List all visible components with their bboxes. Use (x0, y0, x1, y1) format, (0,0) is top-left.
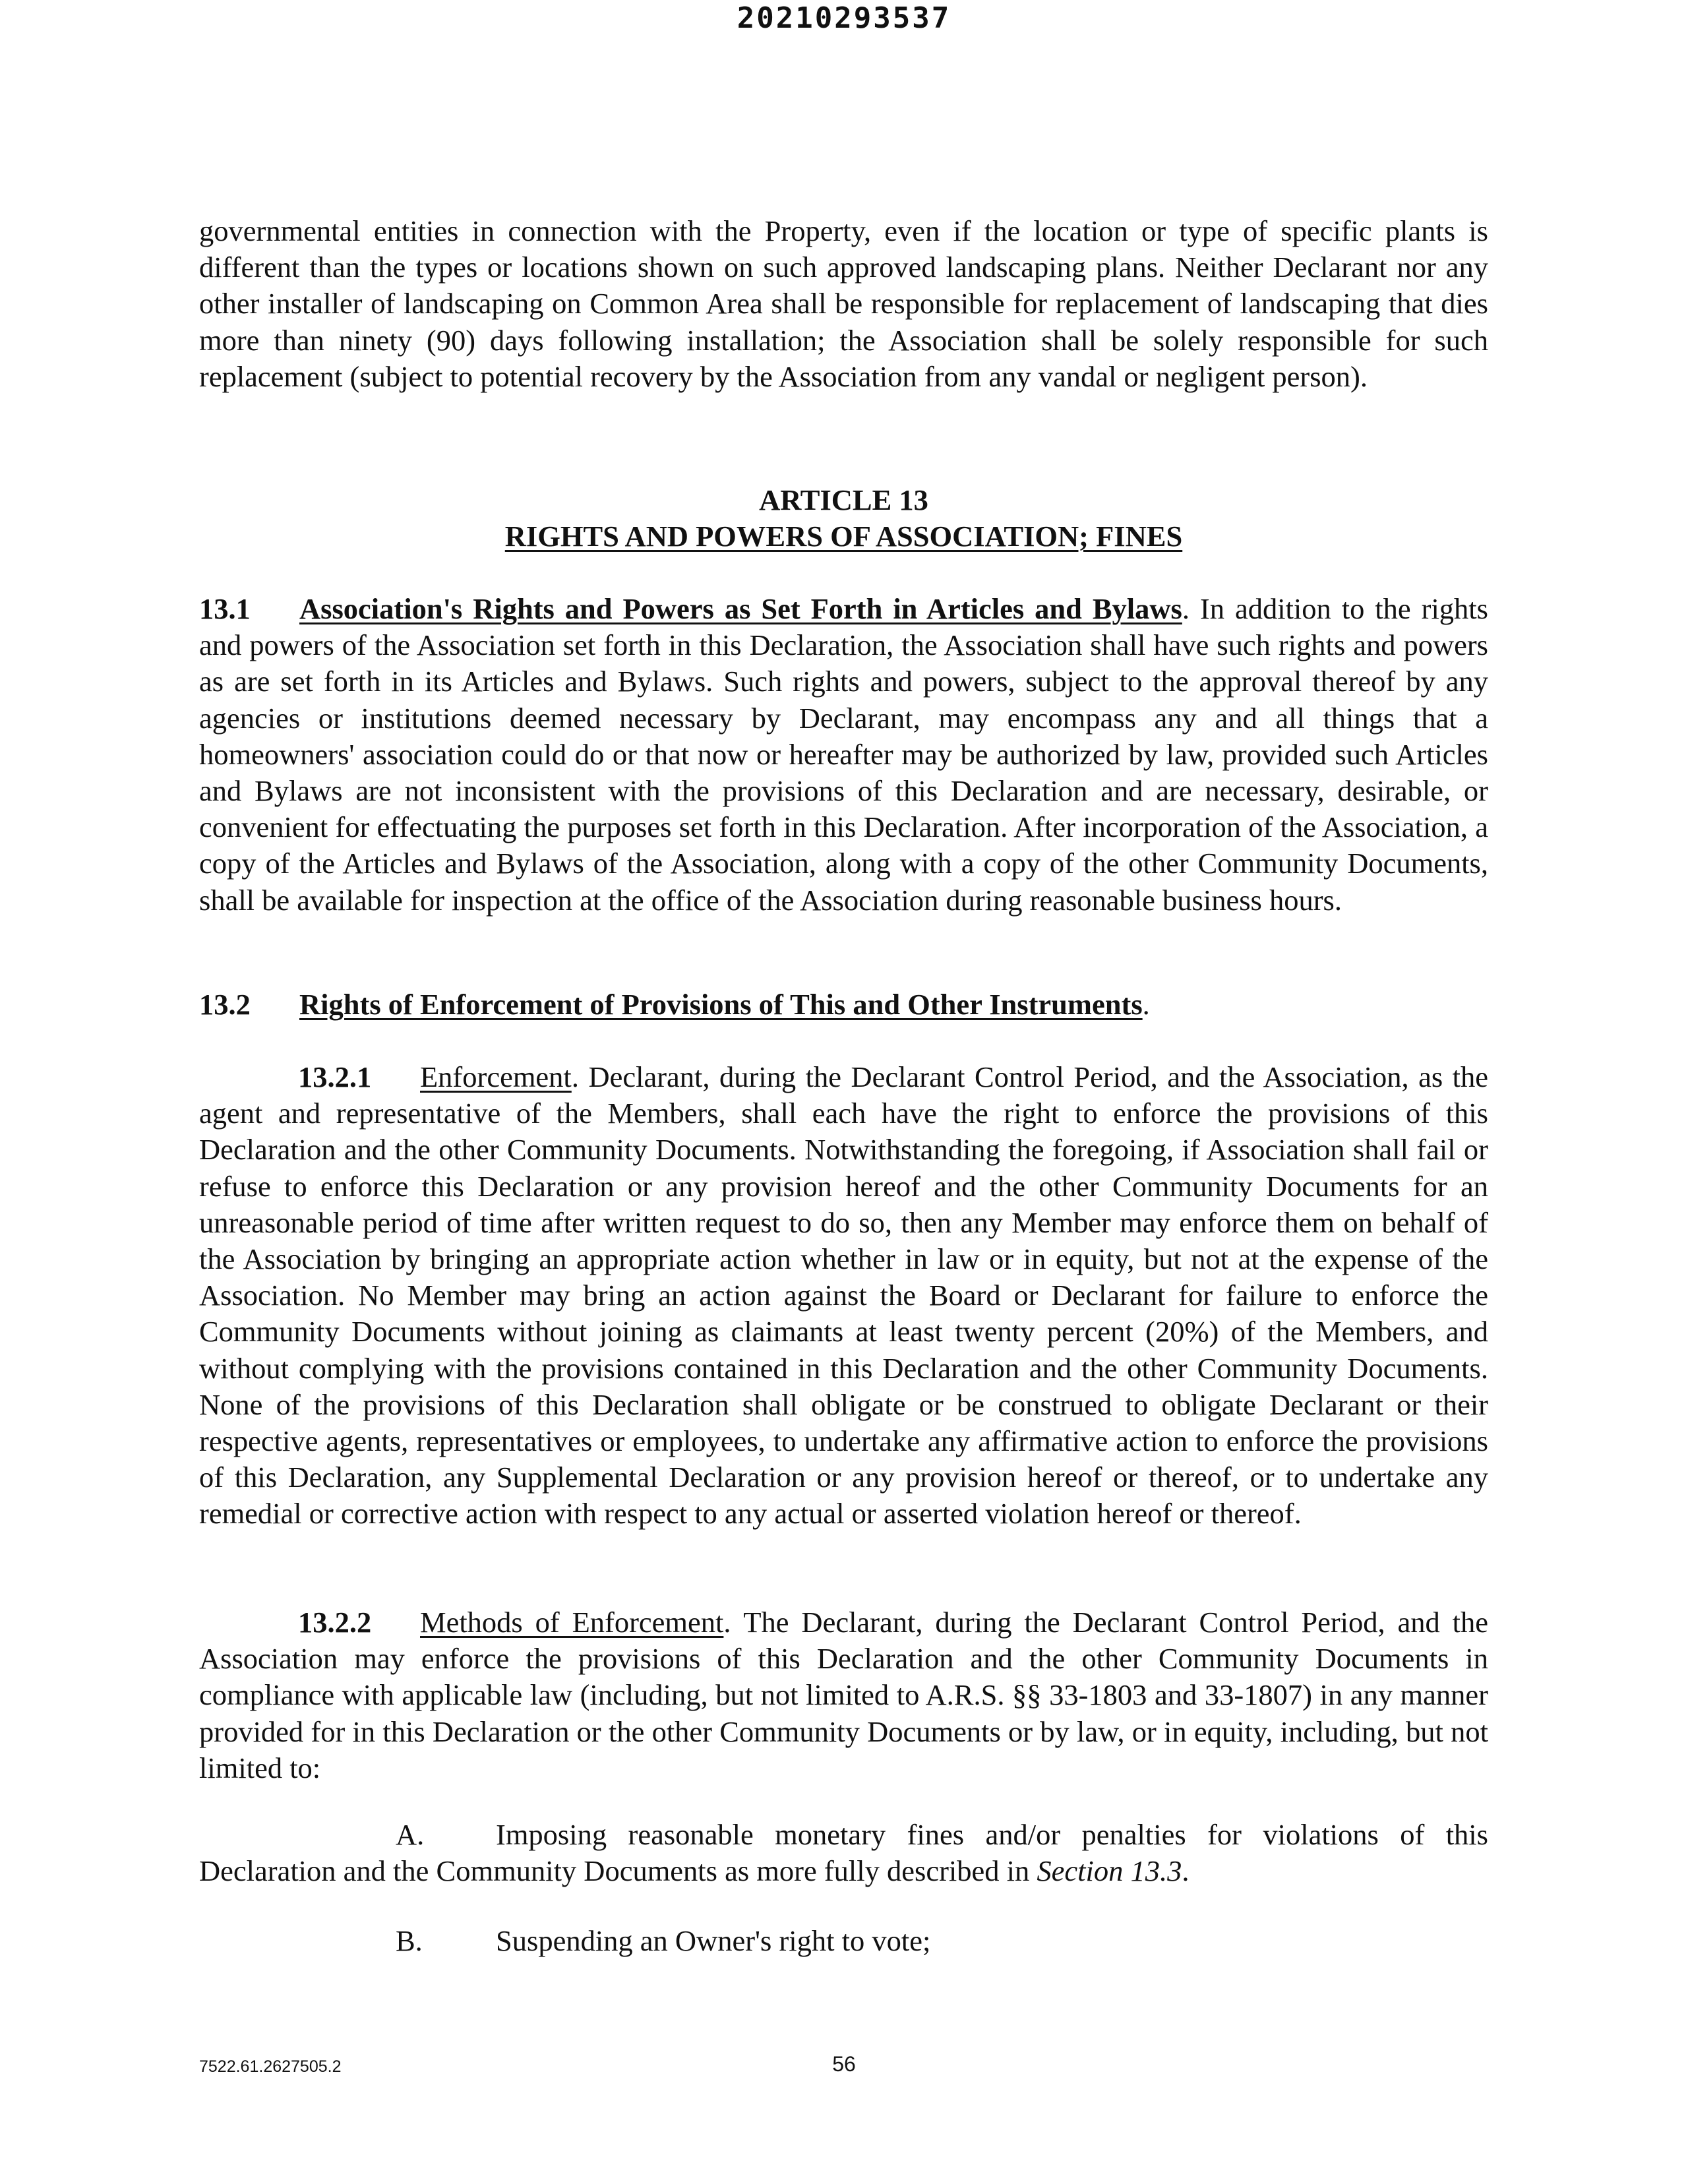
section-title: Association's Rights and Powers as Set Forth in Articles and Bylaws (299, 592, 1182, 625)
item-text: Suspending an Owner's right to vote; (496, 1924, 931, 1957)
section-title: Rights of Enforcement of Provisions of This and Other Instruments (299, 988, 1143, 1021)
page-number: 56 (832, 2052, 856, 2076)
section-13-2-2-body: 13.2.2 Methods of Enforcement. The Declarant, during the Declarant Control Period, and the Association may enforce the provisions of this Declaration and the other Community Documents in compliance with applicable law (including, but not limited to A.R.S. §§ 33-1803 and 33-1807) in any manner provided for in this Declaration or the other Community Documents or by law, or in equity, including, but not limited to: (199, 1606, 1488, 1784)
item-b (396, 1923, 930, 1959)
subsection-title: Methods of Enforcement (420, 1606, 724, 1639)
subsection-text: The Declarant, during the Declarant Control Period, and the Association may enforce the provisions of this Declaration and the other Community Documents in compliance with applicable law (including, but not limited to A.R.S. §§ 33-1803 and 33-1807) in any manner provided for in this Declaration or the other Community Documents or by law, or in equity, including, but not limited to: (199, 1606, 1488, 1784)
section-reference: Section 13.3 (1037, 1854, 1182, 1888)
section-number: 13.1 (199, 592, 251, 625)
continuation-paragraph: governmental entities in connection with the Property, even if the location or type of specific plants is different than the types or locations shown on such approved landscaping plans. Neither Declarant nor any other installer of landscaping on Common Area shall be responsible for replacement of landscaping that dies more than ninety (90) days following installation; the Association shall be solely responsible for such replacement (subject to potential recovery by the Association from any vandal or negligent person). (199, 214, 1488, 393)
section-number: 13.2 (199, 988, 251, 1021)
item-letter: B. (396, 1924, 423, 1957)
item-text: Imposing reasonable monetary fines and/or penalties for violations of this Declaration and the Community Documents as more fully described in (199, 1818, 1488, 1888)
document-number: 20210293537 (737, 1, 951, 35)
footer-doc-id: 7522.61.2627505.2 (199, 2057, 342, 2076)
article-heading (199, 482, 1488, 555)
section-13-1: 13.1 Association's Rights and Powers as Set Forth in Articles and Bylaws. In addition to the rights and powers of the Association set forth in this Declaration, the Association shall have such rights and powers as are set forth in its Articles and Bylaws. Such rights and powers, subject to the approval thereof by any agencies or institutions deemed necessary by Declarant, may encompass any and all things that a homeowners' association could do or that now or hereafter may be authorized by law, provided such Articles and Bylaws are not inconsistent with the provisions of this Declaration and are necessary, desirable, or convenient for effectuating the purposes set forth in this Declaration. After incorporation of the Association, a copy of the Articles and Bylaws of the Association, along with a copy of the other Community Documents, shall be available for inspection at the office of the Association during reasonable business hours. (199, 592, 1488, 917)
section-text: In addition to the rights and powers of the Association set forth in this Declaration, the Association shall have such rights and powers as are set forth in its Articles and Bylaws. Such rights and powers, subject to the approval thereof by any agencies or institutions deemed necessary by Declarant, may encompass any and all things that a homeowners' association could do or that now or hereafter may be authorized by law, provided such Articles and Bylaws are not inconsistent with the provisions of this Declaration and are necessary, desirable, or convenient for effectuating the purposes set forth in this Declaration. After incorporation of the Association, a copy of the Articles and Bylaws of the Association, along with a copy of the other Community Documents, shall be available for inspection at the office of the Association during reasonable business hours. (199, 592, 1488, 917)
item-a: A. Imposing reasonable monetary fines and/or penalties for violations of this Declaration and the Community Documents as more fully described in Section 13.3. (199, 1818, 1488, 1888)
subsection-title: Enforcement (420, 1060, 572, 1093)
subsection-number: 13.2.2 (298, 1606, 372, 1639)
item-letter: A. (396, 1818, 425, 1851)
subsection-text: Declarant, during the Declarant Control Period, and the Association, as the agent and representative of the Members, shall each have the right to enforce the provisions of this Declaration and the other Community Documents. Notwithstanding the foregoing, if Association shall fail or refuse to enforce this Declaration or any provision hereof and the other Community Documents for an unreasonable period of time after written request to do so, then any Member may enforce them on behalf of the Association by bringing an appropriate action whether in law or in equity, but not at the expense of the Association. No Member may bring an action against the Board or Declarant for failure to enforce the Community Documents without joining as claimants at least twenty percent (20%) of the Members, and without complying with the provisions contained in this Declaration and the other Community Documents. None of the provisions of this Declaration shall obligate or be construed to obligate Declarant or their respective agents, representatives or employees, to undertake any affirmative action to enforce the provisions of this Declaration, any Supplemental Declaration or any provision hereof or thereof, or to undertake any remedial or corrective action with respect to any actual or asserted violation hereof or thereof. (199, 1060, 1489, 1531)
article-title: RIGHTS AND POWERS OF ASSOCIATION; FINES (504, 520, 1183, 553)
subsection-number: 13.2.1 (298, 1060, 372, 1093)
section-13-2: 13.2 Rights of Enforcement of Provisions of This and Other Instruments. (199, 986, 1488, 1023)
section-13-2-1-body: 13.2.1 Enforcement. Declarant, during the Declarant Control Period, and the Association, as the agent and representative of the Members, shall each have the right to enforce the provisions of this Declaration and the other Community Documents. Notwithstanding the foregoing, if Association shall fail or refuse to enforce this Declaration or any provision hereof and the other Community Documents for an unreasonable period of time after written request to do so, then any Member may enforce them on behalf of the Association by bringing an appropriate action whether in law or in equity, but not at the expense of the Association. No Member may bring an action against the Board or Declarant for failure to enforce the Community Documents without joining as claimants at least twenty percent (20%) of the Members, and without complying with the provisions contained in this Declaration and the other Community Documents. None of the provisions of this Declaration shall obligate or be construed to obligate Declarant or their respective agents, representatives or employees, to undertake any affirmative action to enforce the provisions of this Declaration, any Supplemental Declaration or any provision hereof or thereof, or to undertake any remedial or corrective action with respect to any actual or asserted violation hereof or thereof. (199, 1060, 1489, 1531)
article-number: ARTICLE 13 (759, 483, 928, 516)
